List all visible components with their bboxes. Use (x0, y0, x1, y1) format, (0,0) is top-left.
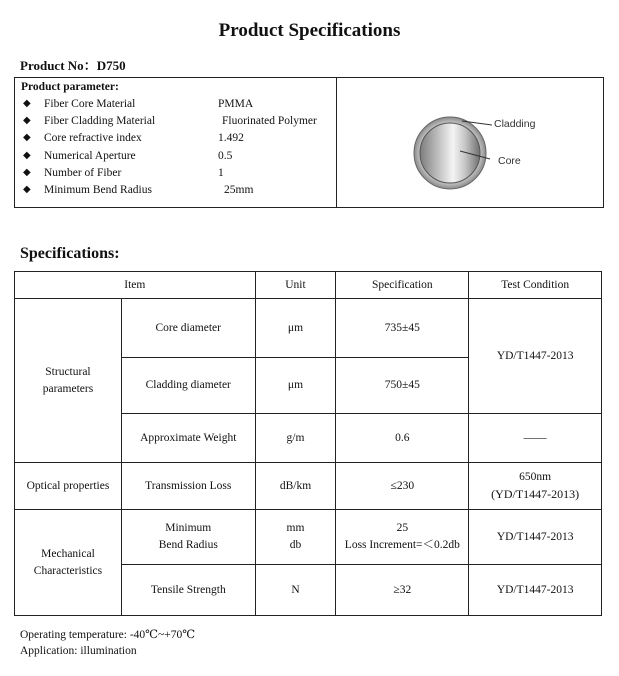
product-number (20, 55, 126, 74)
specifications-table (14, 271, 602, 616)
core-label: Core (498, 155, 521, 167)
param-row-cladding-material (23, 115, 333, 131)
param-value: 1.492 (218, 132, 244, 144)
application: Application: illumination (20, 645, 137, 657)
spec-line: Loss Increment=＜0.2db (344, 539, 460, 551)
fiber-cross-section-diagram (337, 78, 603, 207)
param-row-core-material (23, 98, 333, 114)
param-name: Core refractive index (44, 132, 142, 144)
header-item: Item (15, 272, 256, 299)
unit-min-bend-radius (255, 510, 336, 565)
param-value: 25mm (224, 184, 254, 196)
spec-cladding-diameter: 750±45 (336, 358, 469, 414)
item-tensile-strength: Tensile Strength (121, 565, 255, 616)
item-cladding-diameter: Cladding diameter (121, 358, 255, 414)
product-number-label: Product No (20, 58, 84, 73)
test-min-bend-radius: YD/T1447-2013 (469, 510, 602, 565)
param-value: Fluorinated Polymer (222, 115, 317, 127)
spec-line: 25 (396, 522, 409, 534)
spec-min-bend-radius (336, 510, 469, 565)
param-name: Fiber Core Material (44, 98, 136, 110)
param-value: PMMA (218, 98, 254, 110)
diamond-bullet-icon: ◆ (23, 132, 31, 143)
item-min-bend-radius (121, 510, 255, 565)
test-structural: YD/T1447-2013 (469, 299, 602, 414)
product-parameter-heading: Product parameter: (21, 81, 119, 93)
product-number-separator: ： (83, 58, 97, 73)
unit-line: mm (286, 522, 305, 534)
unit-transmission-loss: dB/km (255, 463, 336, 510)
param-name: Numerical Aperture (44, 150, 136, 162)
diamond-bullet-icon: ◆ (23, 98, 31, 109)
spec-tensile-strength: ≥32 (336, 565, 469, 616)
param-value: 1 (218, 167, 224, 179)
test-transmission-loss (469, 463, 602, 510)
cladding-label: Cladding (494, 118, 536, 130)
spec-approximate-weight: 0.6 (336, 414, 469, 463)
test-approximate-weight: —— (469, 414, 602, 463)
unit-approximate-weight: g/m (255, 414, 336, 463)
spec-core-diameter: 735±45 (336, 299, 469, 358)
param-value: 0.5 (218, 150, 233, 162)
product-parameter-box (14, 77, 604, 208)
header-specification: Specification (336, 272, 469, 299)
test-tensile-strength: YD/T1447-2013 (469, 565, 602, 616)
operating-temperature: Operating temperature: -40℃~+70℃ (20, 629, 196, 641)
unit-line: db (289, 539, 302, 551)
item-line: Bend Radius (158, 539, 218, 551)
test-standard: (YD/T1447-2013) (491, 487, 580, 501)
item-approximate-weight: Approximate Weight (121, 414, 255, 463)
header-test-condition: Test Condition (469, 272, 602, 299)
diamond-bullet-icon: ◆ (23, 115, 31, 126)
group-mechanical-characteristics: Mechanical Characteristics (15, 510, 122, 616)
item-core-diameter: Core diameter (121, 299, 255, 358)
unit-tensile-strength: N (255, 565, 336, 616)
param-row-numerical-aperture (23, 150, 333, 166)
param-name: Fiber Cladding Material (44, 115, 156, 127)
spec-transmission-loss: ≤230 (336, 463, 469, 510)
test-wavelength: 650nm (519, 471, 552, 483)
param-row-refractive-index (23, 132, 333, 148)
unit-core-diameter: μm (255, 299, 336, 358)
param-row-min-bend-radius (23, 184, 333, 200)
specifications-heading: Specifications: (20, 245, 120, 262)
param-row-number-of-fiber (23, 167, 333, 183)
param-name: Number of Fiber (44, 167, 122, 179)
item-line: Minimum (165, 522, 212, 534)
diamond-bullet-icon: ◆ (23, 150, 31, 161)
param-name: Minimum Bend Radius (44, 184, 152, 196)
table-header-row (15, 272, 602, 299)
unit-cladding-diameter: μm (255, 358, 336, 414)
core-circle (420, 123, 480, 183)
table-row (15, 463, 602, 510)
product-number-value: D750 (96, 58, 126, 73)
table-row (15, 510, 602, 565)
page-title: Product Specifications (218, 20, 401, 41)
table-row (15, 299, 602, 358)
group-structural-parameters: Structural parameters (15, 299, 122, 463)
group-optical-properties: Optical properties (15, 463, 122, 510)
diamond-bullet-icon: ◆ (23, 167, 31, 178)
header-unit: Unit (255, 272, 336, 299)
diamond-bullet-icon: ◆ (23, 184, 31, 195)
item-transmission-loss: Transmission Loss (121, 463, 255, 510)
